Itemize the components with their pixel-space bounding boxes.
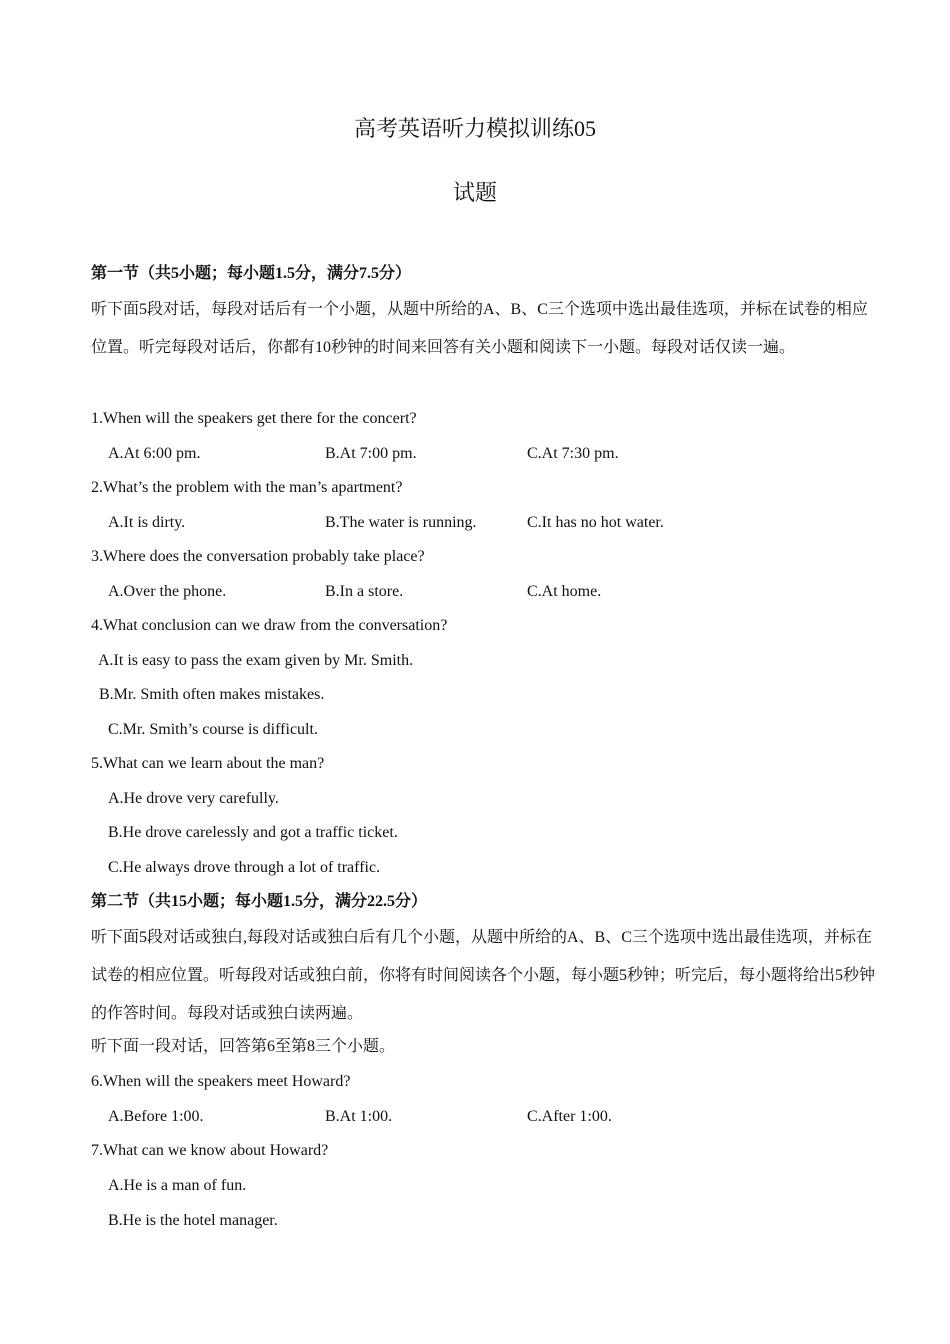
q7-option-a: A.He is a man of fun. <box>108 1177 247 1194</box>
q1-option-a: A.At 6:00 pm. <box>108 445 201 462</box>
q5-option-a: A.He drove very carefully. <box>108 790 279 807</box>
q7-option-b: B.He is the hotel manager. <box>108 1212 278 1229</box>
q5-option-b: B.He drove carelessly and got a traffic ticket. <box>108 824 398 841</box>
q2-option-c: C.It has no hot water. <box>527 514 664 531</box>
q3-option-b: B.In a store. <box>325 583 404 600</box>
q2-option-a: A.It is dirty. <box>108 514 186 531</box>
page-title: 高考英语听力模拟训练05 <box>353 116 596 141</box>
section2-sub-instruction: 听下面一段对话，回答第6至第8三个小题。 <box>91 1038 396 1055</box>
q6-option-a: A.Before 1:00. <box>108 1108 204 1125</box>
section1-instructions: 听下面5段对话，每段对话后有一个小题，从题中所给的A、B、C三个选项中选出最佳选项，并标在试卷的相应位置。听完每段对话后，你都有10秒钟的时间来回答有关小题和阅读下一小题。每段对话仅读一遍。 <box>91 301 868 356</box>
q1-option-b: B.At 7:00 pm. <box>325 445 417 462</box>
question-1: 1.When will the speakers get there for the concert? <box>91 410 417 427</box>
q4-option-c: C.Mr. Smith’s course is difficult. <box>108 721 318 738</box>
section2-instructions: 听下面5段对话或独白,每段对话或独白后有几个小题，从题中所给的A、B、C三个选项中选出最佳选项，并标在试卷的相应位置。听每段对话或独白前，你将有时间阅读各个小题，每小题5秒钟；听完后，每小题将给出5秒钟的作答时间。每段对话或独白读两遍。 <box>91 929 876 1022</box>
q5-option-c: C.He always drove through a lot of traffic. <box>108 859 381 876</box>
section2-heading: 第二节（共15小题；每小题1.5分，满分22.5分） <box>91 893 428 910</box>
q4-option-a: A.It is easy to pass the exam given by Mr. Smith. <box>98 652 414 669</box>
section1-heading: 第一节（共5小题；每小题1.5分，满分7.5分） <box>91 265 412 282</box>
question-6: 6.When will the speakers meet Howard? <box>91 1073 351 1090</box>
question-4: 4.What conclusion can we draw from the conversation? <box>91 617 448 634</box>
q4-option-b: B.Mr. Smith often makes mistakes. <box>99 686 325 703</box>
question-3: 3.Where does the conversation probably take place? <box>91 548 425 565</box>
q2-option-b: B.The water is running. <box>325 514 477 531</box>
q6-option-c: C.After 1:00. <box>527 1108 612 1125</box>
q3-option-c: C.At home. <box>527 583 602 600</box>
question-7: 7.What can we know about Howard? <box>91 1142 329 1159</box>
q6-option-b: B.At 1:00. <box>325 1108 393 1125</box>
q1-option-c: C.At 7:30 pm. <box>527 445 619 462</box>
question-5: 5.What can we learn about the man? <box>91 755 325 772</box>
page-subtitle: 试题 <box>452 180 497 205</box>
question-2: 2.What’s the problem with the man’s apartment? <box>91 479 403 496</box>
q3-option-a: A.Over the phone. <box>108 583 227 600</box>
